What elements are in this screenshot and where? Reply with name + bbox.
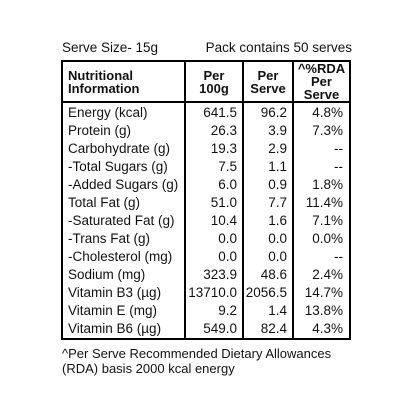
header-col3-line2: Serve — [250, 80, 286, 96]
rda-cell: 0.0% — [293, 230, 349, 248]
table-row — [63, 230, 349, 248]
per-serve-cell: 2.9 — [243, 139, 293, 157]
header-per-serve — [243, 62, 293, 102]
rda-cell: 14.7% — [293, 284, 349, 302]
per-serve-cell: 1.6 — [243, 211, 293, 229]
nutrient-name-cell: Protein (g) — [68, 122, 132, 138]
per-100g-cell: 6.0 — [185, 175, 243, 193]
table-row — [63, 266, 349, 284]
footnote-line1: ^Per Serve Recommended Dietary Allowances — [62, 346, 332, 361]
nutrient-name-cell: -Trans Fat (g) — [68, 231, 151, 247]
rda-cell: 13.8% — [293, 302, 349, 320]
per-serve-cell: 2056.5 — [243, 284, 293, 302]
per-serve-cell: 48.6 — [243, 266, 293, 284]
table-row — [63, 320, 349, 338]
nutrient-name-cell: -Saturated Fat (g) — [68, 212, 175, 228]
per-100g-cell: 51.0 — [185, 193, 243, 211]
header-col1-line1: Nutritional — [68, 67, 133, 83]
rda-cell: 11.4% — [293, 193, 349, 211]
per-100g-cell: 641.5 — [185, 102, 243, 121]
footnote-line2: (RDA) basis 2000 kcal energy — [62, 361, 235, 376]
per-serve-cell: 1.4 — [243, 302, 293, 320]
table-header-row — [63, 62, 349, 102]
table-row — [63, 248, 349, 266]
nutrient-name-cell: Vitamin B6 (µg) — [68, 321, 162, 337]
rda-cell: -- — [293, 248, 349, 266]
nutrition-table-panel — [61, 60, 351, 340]
table-body — [63, 102, 349, 338]
nutrient-name-cell: Sodium (mg) — [68, 267, 146, 283]
rda-cell: 7.1% — [293, 211, 349, 229]
pack-contains-label: Pack contains 50 serves — [205, 40, 352, 55]
per-100g-cell: 549.0 — [185, 320, 243, 338]
table-row — [63, 284, 349, 302]
header-col1-line2: Information — [68, 80, 140, 96]
table-row — [63, 102, 349, 121]
nutrition-table — [63, 62, 349, 338]
header-col3-line1: Per — [257, 67, 279, 83]
rda-cell: 1.8% — [293, 175, 349, 193]
nutrient-name-cell: Energy (kcal) — [68, 104, 148, 120]
table-row — [63, 157, 349, 175]
per-serve-cell: 0.0 — [243, 248, 293, 266]
rda-cell: -- — [293, 139, 349, 157]
nutrient-name-cell: Carbohydrate (g) — [68, 140, 171, 156]
nutrient-name-cell: Vitamin B3 (µg) — [68, 285, 162, 301]
per-serve-cell: 96.2 — [243, 102, 293, 121]
per-100g-cell: 26.3 — [185, 121, 243, 139]
per-100g-cell: 19.3 — [185, 139, 243, 157]
per-100g-cell: 0.0 — [185, 248, 243, 266]
rda-cell: 4.8% — [293, 102, 349, 121]
per-100g-cell: 9.2 — [185, 302, 243, 320]
header-rda-per-serve — [293, 62, 349, 102]
nutrient-name-cell: -Added Sugars (g) — [68, 176, 179, 192]
per-serve-cell: 3.9 — [243, 121, 293, 139]
footnote — [62, 346, 392, 376]
table-row — [63, 193, 349, 211]
per-serve-cell: 1.1 — [243, 157, 293, 175]
rda-cell: 2.4% — [293, 266, 349, 284]
table-row — [63, 211, 349, 229]
header-nutritional-information — [63, 62, 185, 102]
nutrient-name-cell: -Cholesterol (mg) — [68, 249, 173, 265]
header-col2-line2: 100g — [199, 80, 229, 96]
per-100g-cell: 323.9 — [185, 266, 243, 284]
table-row — [63, 302, 349, 320]
rda-cell: 4.3% — [293, 320, 349, 338]
nutrient-name-cell: -Total Sugars (g) — [68, 158, 168, 174]
rda-cell: 7.3% — [293, 121, 349, 139]
rda-cell: -- — [293, 157, 349, 175]
nutrient-name-cell: Total Fat (g) — [68, 194, 141, 210]
header-col4-line2: Per Serve — [303, 74, 340, 102]
per-serve-cell: 0.0 — [243, 230, 293, 248]
per-serve-cell: 82.4 — [243, 320, 293, 338]
table-row — [63, 121, 349, 139]
header-per-100g — [185, 62, 243, 102]
per-100g-cell: 7.5 — [185, 157, 243, 175]
serve-size-label: Serve Size- 15g — [62, 40, 159, 55]
table-row — [63, 175, 349, 193]
nutrient-name-cell: Vitamin E (mg) — [68, 303, 158, 319]
per-serve-cell: 7.7 — [243, 193, 293, 211]
per-serve-cell: 0.9 — [243, 175, 293, 193]
header-col2-line1: Per — [203, 67, 225, 83]
table-row — [63, 139, 349, 157]
header-col4-line1: ^%RDA — [297, 61, 346, 76]
per-100g-cell: 10.4 — [185, 211, 243, 229]
per-100g-cell: 0.0 — [185, 230, 243, 248]
per-100g-cell: 13710.0 — [185, 284, 243, 302]
